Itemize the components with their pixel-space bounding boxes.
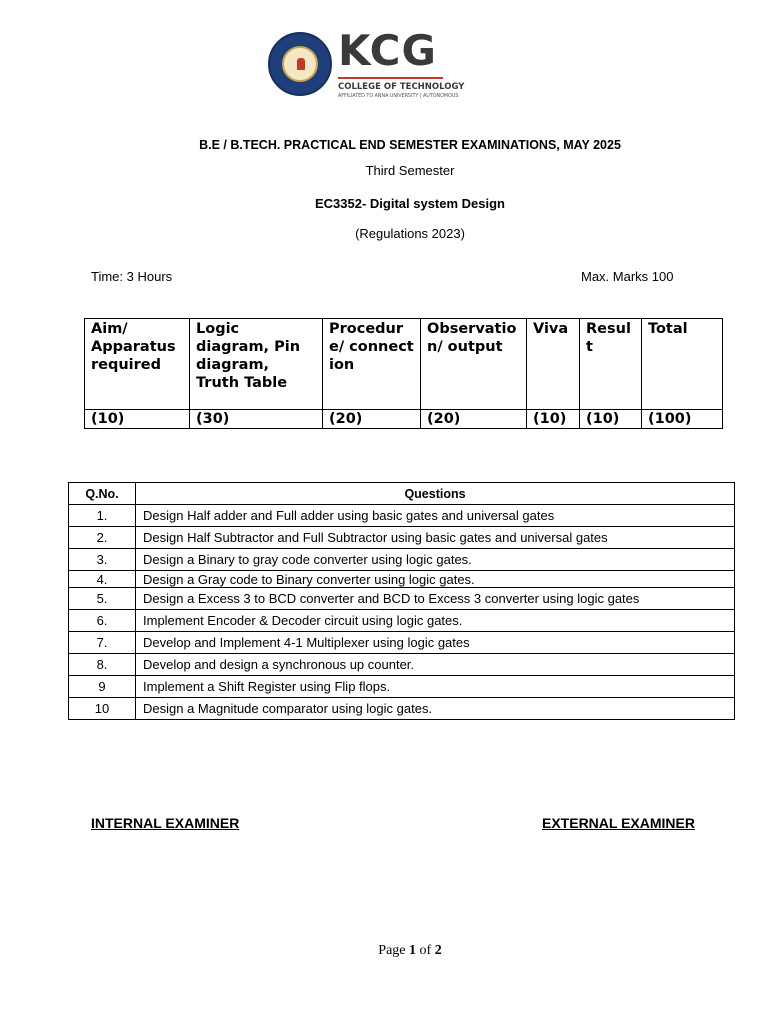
question-number: 3. <box>69 549 136 571</box>
logo-brand: KCG <box>338 26 437 75</box>
question-text: Design a Gray code to Binary converter using logic gates. <box>136 571 735 588</box>
header-cell: Observation/ output <box>421 319 527 410</box>
table-header-row <box>85 319 723 410</box>
table-header-row <box>69 483 735 505</box>
regulations: (Regulations 2023) <box>355 226 465 241</box>
table-row <box>69 588 735 610</box>
page-total: 2 <box>434 943 442 958</box>
questions-table <box>68 482 735 720</box>
question-text: Design a Excess 3 to BCD converter and BCD to Excess 3 converter using logic gates <box>136 588 735 610</box>
header-qno: Q.No. <box>69 483 136 505</box>
marks-cell: (10) <box>85 410 190 429</box>
question-number: 6. <box>69 610 136 632</box>
table-row <box>69 632 735 654</box>
table-row <box>69 698 735 720</box>
question-text: Design Half Subtractor and Full Subtractor using basic gates and universal gates <box>136 527 735 549</box>
header-questions: Questions <box>136 483 735 505</box>
question-number: 1. <box>69 505 136 527</box>
question-text: Develop and Implement 4-1 Multiplexer using logic gates <box>136 632 735 654</box>
question-text: Design Half adder and Full adder using basic gates and universal gates <box>136 505 735 527</box>
question-text: Implement a Shift Register using Flip flops. <box>136 676 735 698</box>
page-prefix: Page <box>378 943 406 958</box>
table-row <box>69 527 735 549</box>
marks-cell: (30) <box>190 410 323 429</box>
exam-duration: Time: 3 Hours <box>91 269 173 284</box>
page-current: 1 <box>409 943 417 958</box>
marks-cell: (100) <box>642 410 723 429</box>
logo-college-name: COLLEGE OF TECHNOLOGY <box>338 82 465 92</box>
marks-cell: (20) <box>421 410 527 429</box>
header-cell: Result <box>580 319 642 410</box>
table-row <box>85 410 723 429</box>
table-row <box>69 610 735 632</box>
question-text: Design a Magnitude comparator using logic gates. <box>136 698 735 720</box>
page-of: of <box>419 943 432 958</box>
header-cell: Procedure/ connection <box>323 319 421 410</box>
logo-underline <box>338 77 443 79</box>
question-text: Develop and design a synchronous up counter. <box>136 654 735 676</box>
college-logo <box>268 26 465 110</box>
marks-cell: (10) <box>580 410 642 429</box>
marks-cell: (10) <box>527 410 580 429</box>
header-cell: Total <box>642 319 723 410</box>
external-examiner-label: EXTERNAL EXAMINER <box>542 815 695 831</box>
semester: Third Semester <box>365 163 455 178</box>
college-seal-icon <box>268 32 332 96</box>
table-row <box>69 549 735 571</box>
question-text: Implement Encoder & Decoder circuit using logic gates. <box>136 610 735 632</box>
question-number: 9 <box>69 676 136 698</box>
course-title: EC3352- Digital system Design <box>314 196 506 211</box>
question-number: 10 <box>69 698 136 720</box>
question-number: 5. <box>69 588 136 610</box>
question-number: 7. <box>69 632 136 654</box>
question-number: 2. <box>69 527 136 549</box>
table-row <box>69 505 735 527</box>
header-cell: Logic diagram, Pin diagram, Truth Table <box>190 319 323 410</box>
question-number: 4. <box>69 571 136 588</box>
internal-examiner-label: INTERNAL EXAMINER <box>91 815 240 831</box>
page-number <box>0 943 768 959</box>
table-row <box>69 676 735 698</box>
marks-cell: (20) <box>323 410 421 429</box>
max-marks: Max. Marks 100 <box>581 269 674 284</box>
table-row <box>69 654 735 676</box>
marks-distribution-table <box>84 318 723 429</box>
question-text: Design a Binary to gray code converter using logic gates. <box>136 549 735 571</box>
exam-title: B.E / B.TECH. PRACTICAL END SEMESTER EXAMINATIONS, MAY 2025 <box>199 138 621 152</box>
header-cell: Viva <box>527 319 580 410</box>
header-cell: Aim/ Apparatus required <box>85 319 190 410</box>
table-row <box>69 571 735 588</box>
logo-affiliation: AFFILIATED TO ANNA UNIVERSITY | AUTONOMOUS <box>338 94 459 99</box>
question-number: 8. <box>69 654 136 676</box>
